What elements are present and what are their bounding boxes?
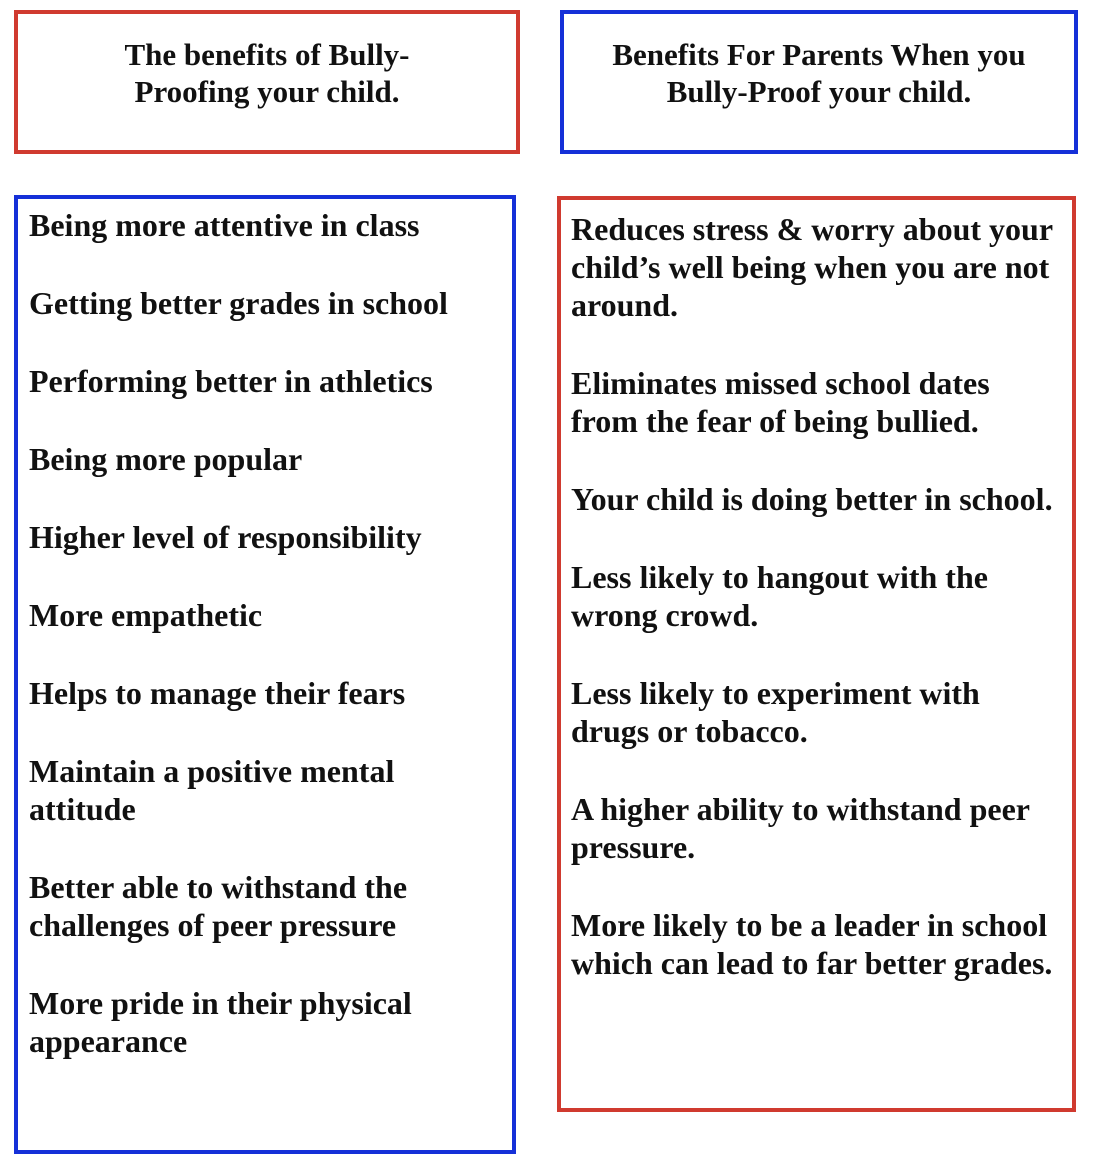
list-item: A higher ability to withstand peer pressure. [571, 791, 1030, 865]
list-item: Getting better grades in school [29, 285, 448, 321]
list-item: Being more attentive in class [29, 207, 420, 243]
parent-benefits-list-box [557, 196, 1076, 1112]
parent-benefits-header-box [560, 10, 1078, 154]
child-benefits-list [18, 199, 512, 1060]
list-item: More likely to be a leader in school which can lead to far better grades. [571, 907, 1053, 981]
list-item: More pride in their physical appearance [29, 985, 412, 1059]
parent-benefits-list [561, 200, 1072, 982]
list-item: Less likely to hangout with the wrong crowd. [571, 559, 988, 633]
list-item: Your child is doing better in school. [571, 481, 1053, 517]
list-item: Maintain a positive mental attitude [29, 753, 395, 827]
list-item: Performing better in athletics [29, 363, 433, 399]
child-benefits-list-box [14, 195, 516, 1154]
list-item: Reduces stress & worry about your child’s well being when you are not around. [571, 211, 1053, 323]
child-benefits-header-box [14, 10, 520, 154]
parent-benefits-heading: Benefits For Parents When you Bully-Proof your child. [612, 37, 1026, 109]
child-benefits-heading: The benefits of Bully- Proofing your child. [124, 37, 410, 109]
list-item: Higher level of responsibility [29, 519, 422, 555]
list-item: Better able to withstand the challenges of peer pressure [29, 869, 408, 943]
list-item: Being more popular [29, 441, 303, 477]
list-item: Less likely to experiment with drugs or tobacco. [571, 675, 980, 749]
list-item: Helps to manage their fears [29, 675, 406, 711]
list-item: More empathetic [29, 597, 263, 633]
list-item: Eliminates missed school dates from the fear of being bullied. [571, 365, 990, 439]
